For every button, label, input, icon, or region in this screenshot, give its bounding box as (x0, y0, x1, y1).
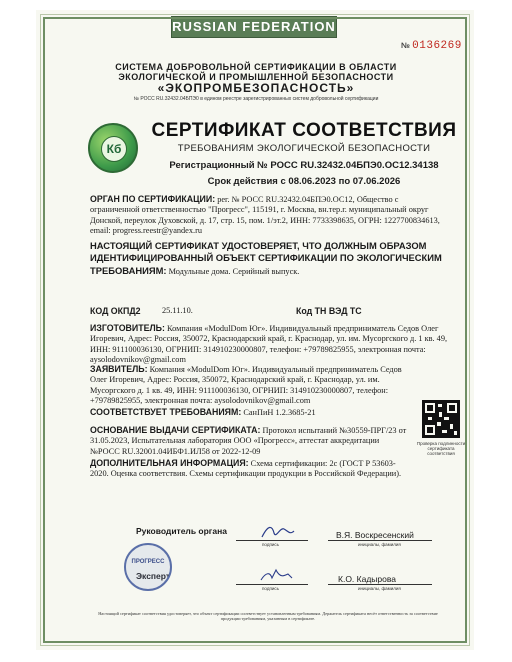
system-line-2: ЭКОЛОГИЧЕСКОЙ И ПРОМЫШЛЕННОЙ БЕЗОПАСНОСТИ (118, 72, 394, 82)
system-registry: № РОСС RU.32432.04БПЭ0 в едином реестре зарегистрированных систем добровольной сертификации (133, 96, 379, 102)
certification-body-text: рег. № РОСС RU.32432.04БПЭ0.ОС12, Общество с ограниченной ответственностью "Прогресс", 115191, г. Москва, вн.тер.г. муниципальный округ Донской, переулок Духовской, д. 17, стр. 15, пом. 1/эт.2, ИНН: 7733398635, ОГРН: 1227700834613, email: progress.reestr@yandex.ru (90, 195, 440, 236)
statement-text: Модульные дома. Серийный выпуск. (168, 266, 300, 276)
applicant-text: Компания «ModulDom Юг». Индивидуальный предприниматель Седов Олег Игоревич, Адрес: Россия, 350072, Краснодарский край, г. Краснодар, ул. им. Мусоргского д. 1 кв. 49, ИНН: 911100036130, ОГРНИП: 314910230000807, телефон: +79789825955, электронная почта: aysolodovnikov@gmail.com (90, 365, 402, 406)
head-label: Руководитель органа (136, 526, 227, 536)
country-banner: RUSSIAN FEDERATION (171, 16, 337, 38)
number-prefix: № (401, 41, 410, 50)
seal-text: ПРОГРЕСС (131, 559, 165, 565)
head-sign-caption: подпись (262, 542, 280, 547)
qr-caption: Проверка подлинности сертификата соответствия (416, 441, 466, 456)
issue-basis-label: ОСНОВАНИЕ ВЫДАЧИ СЕРТИФИКАТА: (90, 425, 261, 435)
tnved-label: Код ТН ВЭД ТС (296, 306, 362, 316)
requirements (90, 407, 410, 418)
statement-label: НАСТОЯЩИЙ СЕРТИФИКАТ УДОСТОВЕРЯЕТ, ЧТО ДОЛЖНЫМ ОБРАЗОМ ИДЕНТИФИЦИРОВАННЫЙ ОБЪЕКТ СЕРТИФИКАЦИИ ПО ЭКОЛОГИЧЕСКИМ ТРЕБОВАНИЯМ: (90, 240, 442, 276)
head-name-caption: инициалы, фамилия (358, 542, 401, 547)
stamp-seal (124, 543, 172, 591)
expert-name-caption: инициалы, фамилия (358, 586, 401, 591)
eco-logo-icon (88, 123, 138, 173)
expert-label: Эксперт (136, 571, 171, 581)
certificate-sheet (36, 10, 474, 650)
issue-basis-text: Протокол испытаний №30559-ПРГ/23 от 31.05.2023, Испытательная лаборатория ООО «Прогресс», аттестат аккредитации №РОСС RU.32001.04ИБФ1.ИЛ58 от 2022-12-09 (90, 426, 407, 456)
manufacturer-label: ИЗГОТОВИТЕЛЬ: (90, 323, 165, 333)
registration-number: Регистрационный № РОСС RU.32432.04БПЭ0.ОС12.34138 (169, 160, 439, 171)
footer-note: Настоящий сертификат соответствия удостоверяет, что объект сертификации соответствует установленным требованиям. Держатель сертификата несёт ответственность за соответствие продукции требованиям, указанным в сертификате. (98, 611, 438, 622)
expert-sign-caption: подпись (262, 586, 280, 591)
validity-period: Срок действия с 08.06.2023 по 07.06.2026 (207, 176, 401, 187)
logo-text: Кб (101, 136, 127, 162)
applicant (90, 364, 410, 407)
head-name: В.Я. Воскресенский (336, 530, 414, 540)
applicant-label: ЗАЯВИТЕЛЬ: (90, 364, 148, 374)
requirements-text: СанПиН 1.2.3685-21 (243, 408, 316, 417)
expert-name-line (328, 584, 432, 585)
page-subtitle: ТРЕБОВАНИЯМ ЭКОЛОГИЧЕСКОЙ БЕЗОПАСНОСТИ (177, 143, 431, 154)
additional-info-text: Схема сертификации: 2с (ГОСТ Р 53603-2020. Оценка соответствия. Схемы сертификации продукции в Российской Федерации). (90, 459, 402, 479)
okpd-label: КОД ОКПД2 (90, 306, 141, 316)
expert-signature-icon (258, 566, 298, 584)
system-line-1: СИСТЕМА ДОБРОВОЛЬНОЙ СЕРТИФИКАЦИИ В ОБЛАСТИ (115, 62, 397, 72)
issue-basis (90, 425, 410, 457)
certification-body (90, 194, 450, 237)
system-name: «ЭКОПРОМБЕЗОПАСНОСТЬ» (157, 81, 355, 95)
manufacturer-text: Компания «ModulDom Юг». Индивидуальный предприниматель Седов Олег Игоревич, Адрес: Россия, 350072, Краснодарский край, г. Краснодар, ул. им. Мусоргского д. 1 кв. 49, ИНН: 911100036130, ОГРНИП: 314910230000807, телефон: +79789825955, электронная почта: aysolodovnikov@gmail.com (90, 324, 448, 365)
manufacturer (90, 323, 450, 366)
additional-info (90, 458, 410, 480)
page-title: СЕРТИФИКАТ СООТВЕТСТВИЯ (151, 120, 457, 141)
number-value: 0136269 (412, 40, 462, 52)
head-signature-icon (258, 521, 298, 541)
expert-name: К.О. Кадырова (338, 574, 396, 584)
okpd-value: 25.11.10. (162, 306, 193, 315)
certification-body-label: ОРГАН ПО СЕРТИФИКАЦИИ: (90, 194, 216, 204)
requirements-label: СООТВЕТСТВУЕТ ТРЕБОВАНИЯМ: (90, 407, 242, 417)
certificate-number (401, 40, 462, 52)
additional-info-label: ДОПОЛНИТЕЛЬНАЯ ИНФОРМАЦИЯ: (90, 458, 249, 468)
system-header (96, 62, 416, 103)
qr-code-icon (422, 400, 460, 438)
head-name-line (328, 540, 432, 541)
expert-sign-line (236, 584, 308, 585)
statement (90, 240, 450, 277)
